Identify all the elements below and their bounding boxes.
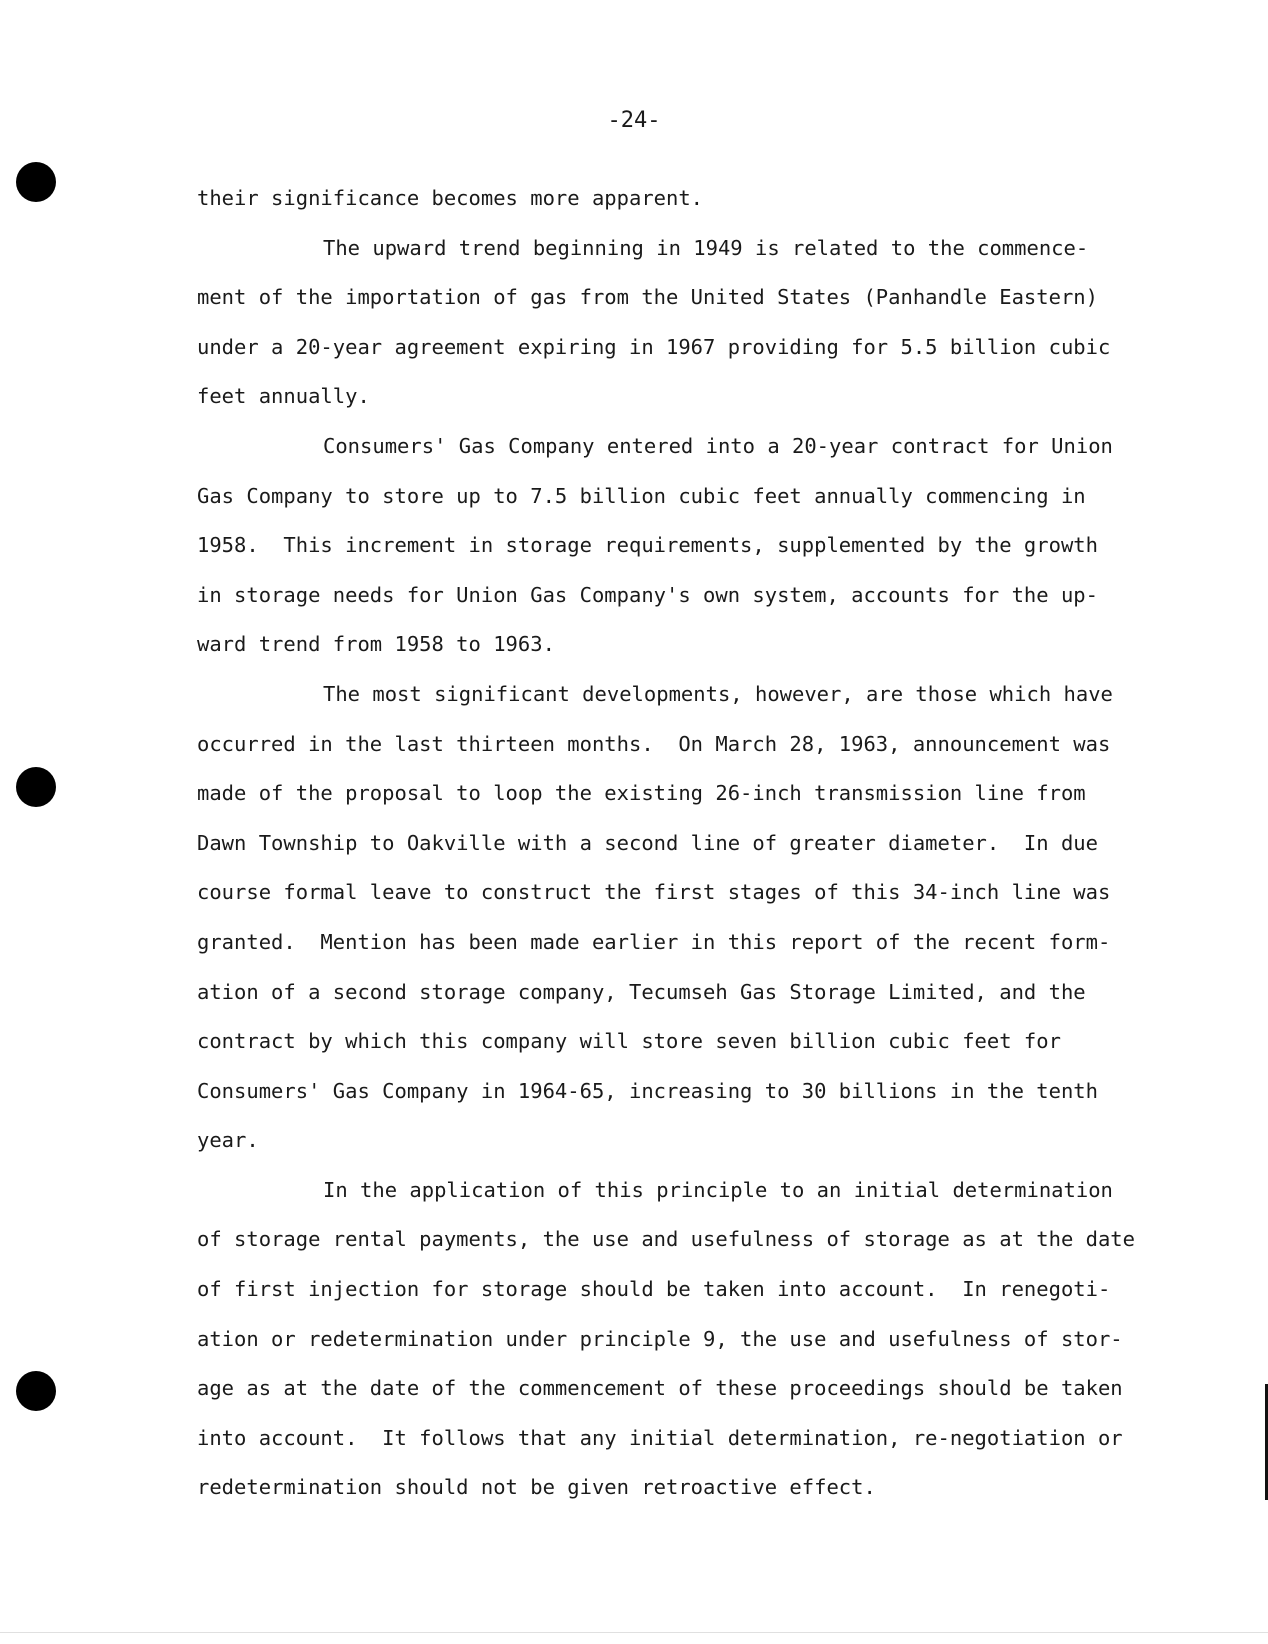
punch-hole-top xyxy=(16,162,56,202)
text-line: of storage rental payments, the use and usefulness of storage as at the date xyxy=(197,1227,1135,1252)
text-line: under a 20-year agreement expiring in 1967 providing for 5.5 billion cubic xyxy=(197,334,1111,359)
text-line: contract by which this company will store seven billion cubic feet for xyxy=(197,1029,1061,1054)
text-line: granted. Mention has been made earlier in this report of the recent form- xyxy=(197,929,1111,954)
text-line: feet annually. xyxy=(197,384,370,409)
text-line: 1958. This increment in storage requirements, supplemented by the growth xyxy=(197,533,1098,558)
punch-hole-bottom xyxy=(16,1371,56,1411)
text-line: ward trend from 1958 to 1963. xyxy=(197,632,555,657)
text-line: redetermination should not be given retroactive effect. xyxy=(197,1475,876,1500)
text-line: Dawn Township to Oakville with a second line of greater diameter. In due xyxy=(197,830,1098,855)
document-body xyxy=(197,174,1157,1513)
text-line: of first injection for storage should be taken into account. In renegoti- xyxy=(197,1277,1111,1302)
text-line: into account. It follows that any initial determination, re-negotiation or xyxy=(197,1425,1123,1450)
scan-bottom-edge xyxy=(0,1632,1268,1633)
text-line: Consumers' Gas Company entered into a 20-year contract for Union xyxy=(323,433,1113,458)
text-line: The upward trend beginning in 1949 is related to the commence- xyxy=(323,235,1089,260)
page-number: -24- xyxy=(607,108,661,133)
text-line: their significance becomes more apparent. xyxy=(197,186,704,210)
text-line: course formal leave to construct the first stages of this 34-inch line was xyxy=(197,880,1111,905)
text-line: year. xyxy=(197,1128,259,1153)
text-line: In the application of this principle to an initial determination xyxy=(323,1177,1113,1202)
text-line: Consumers' Gas Company in 1964-65, increasing to 30 billions in the tenth xyxy=(197,1078,1098,1103)
text-line: ation or redetermination under principle 9, the use and usefulness of stor- xyxy=(197,1326,1123,1351)
text-line: The most significant developments, however, are those which have xyxy=(323,681,1113,706)
text-line: ment of the importation of gas from the United States (Panhandle Eastern) xyxy=(197,285,1098,310)
text-line: ation of a second storage company, Tecumseh Gas Storage Limited, and the xyxy=(197,979,1086,1004)
text-line: occurred in the last thirteen months. On March 28, 1963, announcement was xyxy=(197,731,1111,756)
text-line: in storage needs for Union Gas Company's own system, accounts for the up- xyxy=(197,582,1098,607)
text-line: Gas Company to store up to 7.5 billion cubic feet annually commencing in xyxy=(197,483,1086,508)
text-line: age as at the date of the commencement of these proceedings should be taken xyxy=(197,1376,1123,1401)
text-line: made of the proposal to loop the existing 26-inch transmission line from xyxy=(197,781,1086,806)
punch-hole-middle xyxy=(16,767,56,807)
